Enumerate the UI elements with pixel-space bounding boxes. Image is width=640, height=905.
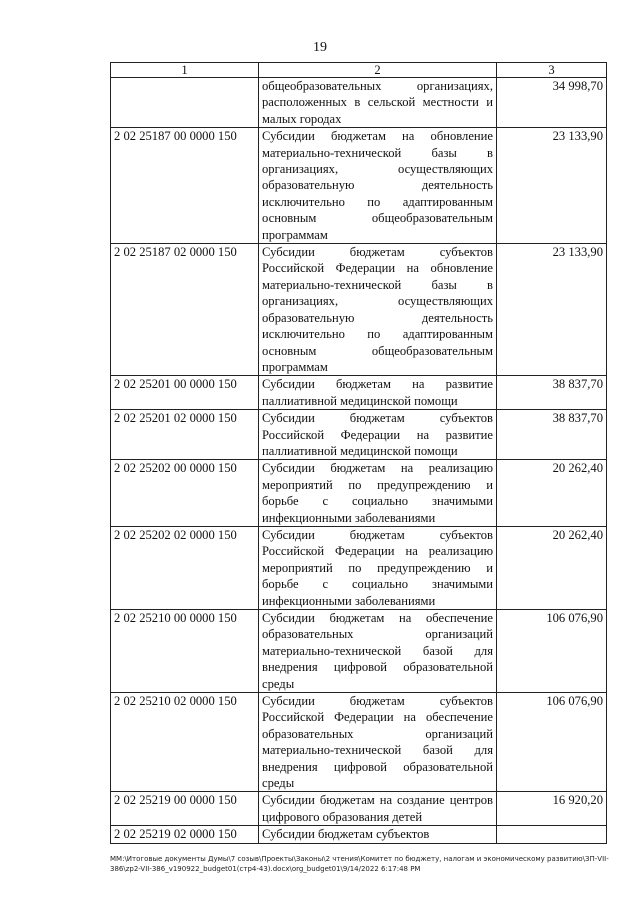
row-code [111,78,259,128]
table-row [111,410,607,460]
header-col-2: 2 [259,63,497,78]
document-footer-path: ММ:\Итоговые документы Думы\7 созыв\Проекты\Законы\2 чтения\Комитет по бюджету, налогам и экономическому развитию\ЗП-VII-386\zp2-VII-386_v190922_budget01(стр4-43).docx\org_budget01\9/14/2022 6:17:48 PM [110,855,609,873]
table-row [111,792,607,826]
row-amount: 106 076,90 [497,610,607,693]
header-col-3: 3 [497,63,607,78]
table-row [111,78,607,128]
row-amount: 38 837,70 [497,376,607,410]
row-amount [497,826,607,843]
table-row [111,460,607,527]
row-text: Субсидии бюджетам на реализацию мероприятий по предупреждению и борьбе с социально значимыми инфекционными заболеваниями [259,460,497,527]
row-text: Субсидии бюджетам на обеспечение образовательных организаций материально-технической базой для внедрения цифровой образовательной среды [259,610,497,693]
budget-table [110,62,607,844]
row-amount: 106 076,90 [497,693,607,792]
row-text: Субсидии бюджетам на создание центров цифрового образования детей [259,792,497,826]
row-code: 2 02 25210 02 0000 150 [111,693,259,792]
row-code: 2 02 25187 00 0000 150 [111,128,259,244]
row-text: Субсидии бюджетам субъектов Российской Федерации на обновление материально-технической базы в организациях, осуществляющих образовательную деятельность исключительно по адаптированным основным общеобразовательным программам [259,244,497,376]
row-code: 2 02 25202 00 0000 150 [111,460,259,527]
row-text: Субсидии бюджетам субъектов Российской Федерации на реализацию мероприятий по предупреждению и борьбе с социально значимыми инфекционными заболеваниями [259,526,497,609]
row-code: 2 02 25210 00 0000 150 [111,610,259,693]
table-row [111,244,607,376]
table-row [111,128,607,244]
row-amount: 20 262,40 [497,526,607,609]
row-text: Субсидии бюджетам субъектов Российской Федерации на обеспечение образовательных организаций материально-технической базой для внедрения цифровой образовательной среды [259,693,497,792]
table-row [111,693,607,792]
row-amount: 20 262,40 [497,460,607,527]
row-code: 2 02 25201 02 0000 150 [111,410,259,460]
row-amount: 34 998,70 [497,78,607,128]
table-row [111,610,607,693]
table-row [111,376,607,410]
row-text: Субсидии бюджетам на развитие паллиативной медицинской помощи [259,376,497,410]
row-amount: 38 837,70 [497,410,607,460]
row-text: общеобразовательных организациях, расположенных в сельской местности и малых городах [259,78,497,128]
table-header-row [111,63,607,78]
table-row [111,526,607,609]
row-amount: 23 133,90 [497,128,607,244]
page-number: 19 [313,40,327,55]
row-amount: 16 920,20 [497,792,607,826]
row-text: Субсидии бюджетам субъектов [259,826,497,843]
row-amount: 23 133,90 [497,244,607,376]
row-code: 2 02 25187 02 0000 150 [111,244,259,376]
row-code: 2 02 25219 00 0000 150 [111,792,259,826]
header-col-1: 1 [111,63,259,78]
row-code: 2 02 25202 02 0000 150 [111,526,259,609]
table-row [111,826,607,843]
row-text: Субсидии бюджетам субъектов Российской Федерации на развитие паллиативной медицинской помощи [259,410,497,460]
row-code: 2 02 25201 00 0000 150 [111,376,259,410]
row-code: 2 02 25219 02 0000 150 [111,826,259,843]
row-text: Субсидии бюджетам на обновление материально-технической базы в организациях, осуществляющих образовательную деятельность исключительно по адаптированным основным общеобразовательным программам [259,128,497,244]
